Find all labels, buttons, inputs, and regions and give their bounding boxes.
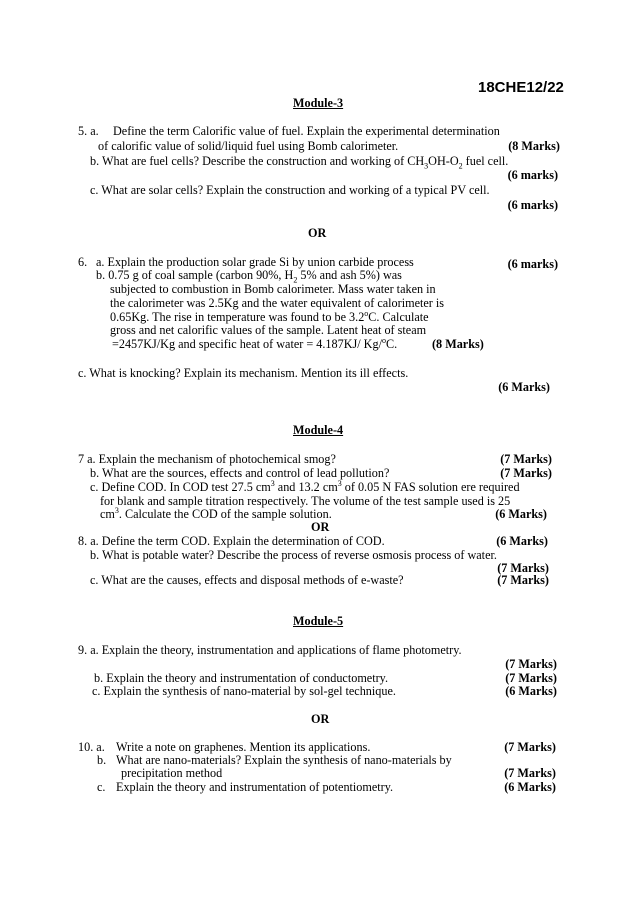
q9a-marks: (7 Marks) xyxy=(505,657,557,671)
q10b-line-2: precipitation method xyxy=(121,766,223,780)
q10c-label: c. xyxy=(97,780,106,794)
q7c-line-1: c. Define COD. In COD test 27.5 $cm^3$ and 13.2 $cm^3$ of 0.05 N FAS solution ere required xyxy=(90,478,520,494)
q5a-number: 5. a. xyxy=(78,124,99,138)
q5b-line: b. What are fuel cells? Describe the construction and working of $CH_3OH-O_2$ fuel cell. xyxy=(90,154,509,171)
q6b-line-4: 0.65Kg. The rise in temperature was found to be 3.2$^o$C. Calculate xyxy=(110,308,429,324)
q6c-line: c. What is knocking? Explain its mechanism. Mention its ill effects. xyxy=(78,366,409,380)
q6b-line-2: subjected to combustion in Bomb calorimeter. Mass water taken in xyxy=(110,282,436,296)
q6b-line-6: =2457KJ/Kg and specific heat of water = 4.187KJ/ Kg/$^o$C. xyxy=(112,335,398,351)
q8b-line: b. What is potable water? Describe the process of reverse osmosis process of water. xyxy=(90,548,497,562)
q5c-line: c. What are solar cells? Explain the construction and working of a typical PV cell. xyxy=(90,183,490,197)
q6b-line-1: b. 0.75 g of coal sample (carbon 90%, $H_2$ 5% and ash 5%) was xyxy=(96,268,402,285)
or-separator-3: OR xyxy=(311,712,330,726)
q6b-line-3: the calorimeter was 2.5Kg and the water equivalent of calorimeter is xyxy=(110,296,445,310)
q7c-marks: (6 Marks) xyxy=(495,507,547,521)
module-4-title: Module-4 xyxy=(293,423,344,437)
q10c-line: Explain the theory and instrumentation of potentiometry. xyxy=(116,780,394,794)
q10c-marks: (6 Marks) xyxy=(504,780,556,794)
q8a-line: 8. a. Define the term COD. Explain the determination of COD. xyxy=(78,534,385,548)
q6b-line-5: gross and net calorific values of the sample. Latent heat of steam xyxy=(110,323,427,337)
q10b-marks: (7 Marks) xyxy=(504,766,556,780)
q10a-line: Write a note on graphenes. Mention its applications. xyxy=(116,740,371,754)
q9c-marks: (6 Marks) xyxy=(505,684,557,698)
q6b-marks: (8 Marks) xyxy=(432,337,484,351)
paper-code: 18CHE12/22 xyxy=(478,79,564,96)
q8c-line: c. What are the causes, effects and disposal methods of e-waste? xyxy=(90,573,404,587)
q9a-line: 9. a. Explain the theory, instrumentation and applications of flame photometry. xyxy=(78,643,462,657)
q8a-marks: (6 Marks) xyxy=(496,534,548,548)
q5a-line-2: of calorific value of solid/liquid fuel using Bomb calorimeter. xyxy=(98,139,399,153)
q10-number: 10. a. xyxy=(78,740,105,754)
q9b-line: b. Explain the theory and instrumentation of conductometry. xyxy=(94,671,389,685)
q6c-marks: (6 Marks) xyxy=(498,380,550,394)
q6-number: 6. xyxy=(78,255,88,269)
q6a-line: a. Explain the production solar grade Si by union carbide process xyxy=(96,255,414,269)
q10a-marks: (7 Marks) xyxy=(504,740,556,754)
q7b-line: b. What are the sources, effects and control of lead pollution? xyxy=(90,466,390,480)
q8c-marks: (7 Marks) xyxy=(497,573,549,587)
q7a-line: 7 a. Explain the mechanism of photochemical smog? xyxy=(78,452,336,466)
q7a-marks: (7 Marks) xyxy=(500,452,552,466)
module-3-title: Module-3 xyxy=(293,96,344,110)
q7c-line-3: $cm^3$. Calculate the COD of the sample solution. xyxy=(100,505,332,521)
q5c-marks: (6 marks) xyxy=(507,198,558,212)
q5b-marks: (6 marks) xyxy=(507,168,558,182)
q7c-line-2: for blank and sample titration respectively. The volume of the test sample used is 25 xyxy=(100,494,511,508)
q7b-marks: (7 Marks) xyxy=(500,466,552,480)
q10b-label: b. xyxy=(97,753,107,767)
q9c-line: c. Explain the synthesis of nano-material by sol-gel technique. xyxy=(92,684,396,698)
q10b-line-1: What are nano-materials? Explain the synthesis of nano-materials by xyxy=(116,753,452,767)
or-separator-2: OR xyxy=(311,520,330,534)
q5a-line-1: Define the term Calorific value of fuel. Explain the experimental determination xyxy=(113,124,500,138)
module-5-title: Module-5 xyxy=(293,614,344,628)
q9b-marks: (7 Marks) xyxy=(505,671,557,685)
or-separator-1: OR xyxy=(308,226,327,240)
q5a-marks: (8 Marks) xyxy=(508,139,560,153)
q6a-marks: (6 marks) xyxy=(507,257,558,271)
q8b-marks: (7 Marks) xyxy=(497,561,549,575)
